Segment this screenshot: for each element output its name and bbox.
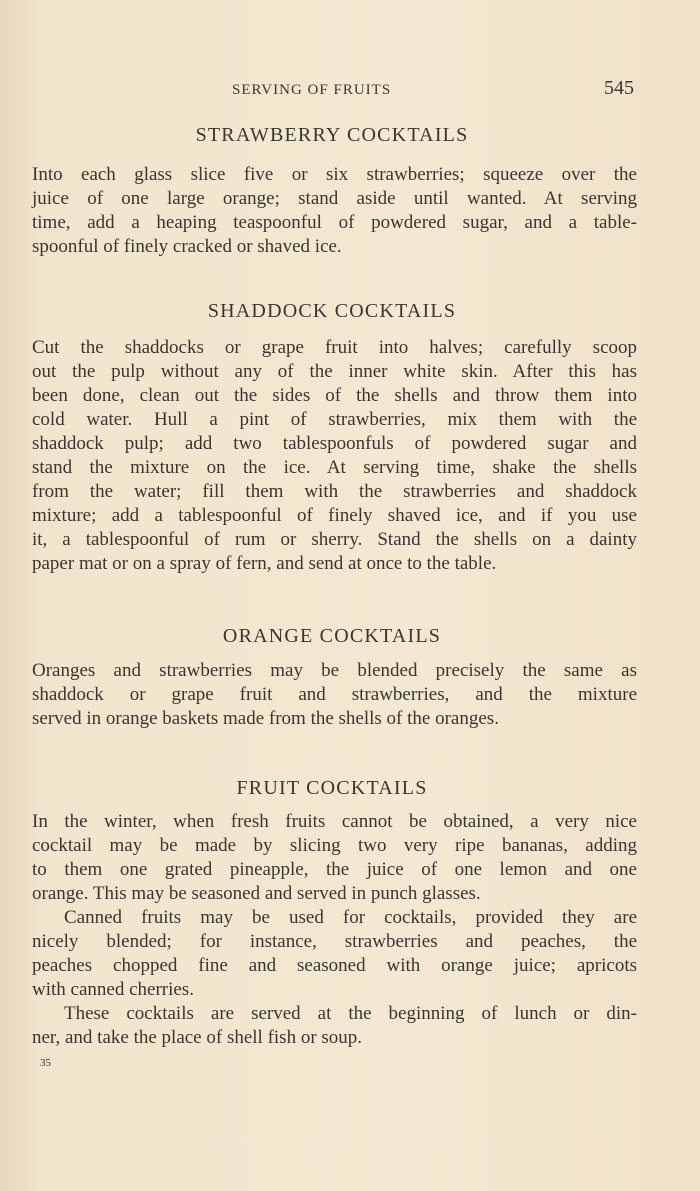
- section-body: [32, 659, 637, 731]
- text-line: served in orange baskets made from the shells of the oranges.: [32, 708, 499, 729]
- text-line: orange. This may be seasoned and served in punch glasses.: [32, 883, 481, 904]
- signature-mark: 35: [40, 1057, 51, 1069]
- text-line: peaches chopped fine and seasoned with orange juice; apricots: [32, 955, 637, 976]
- running-title: SERVING OF FRUITS: [232, 82, 392, 98]
- text-line: mixture; add a tablespoonful of finely shaved ice, and if you use: [32, 505, 637, 526]
- section-body: [32, 336, 637, 576]
- text-line: Cut the shaddocks or grape fruit into halves; carefully scoop: [32, 337, 637, 358]
- text-line: Canned fruits may be used for cocktails, provided they are: [64, 907, 637, 928]
- section-title: SHADDOCK COCKTAILS: [207, 300, 457, 322]
- text-line: out the pulp without any of the inner white skin. After this has: [32, 361, 637, 382]
- text-line: from the water; fill them with the strawberries and shaddock: [32, 481, 637, 502]
- text-line: In the winter, when fresh fruits cannot be obtained, a very nice: [32, 811, 637, 832]
- text-line: it, a tablespoonful of rum or sherry. Stand the shells on a dainty: [32, 529, 637, 550]
- text-line: shaddock pulp; add two tablespoonfuls of powdered sugar and: [32, 433, 637, 454]
- text-line: with canned cherries.: [32, 979, 194, 1000]
- page-number: 545: [604, 77, 634, 99]
- text-line: shaddock or grape fruit and strawberries, and the mixture: [32, 684, 637, 705]
- text-line: ner, and take the place of shell fish or soup.: [32, 1027, 363, 1048]
- text-line: been done, clean out the sides of the shells and throw them into: [32, 385, 637, 406]
- section-title: FRUIT COCKTAILS: [236, 777, 428, 799]
- text-line: cocktail may be made by slicing two very ripe bananas, adding: [32, 835, 637, 856]
- text-line: stand the mixture on the ice. At serving time, shake the shells: [32, 457, 637, 478]
- section-body: [32, 163, 637, 259]
- text-line: spoonful of finely cracked or shaved ice.: [32, 236, 342, 257]
- section-body: [32, 810, 637, 1050]
- text-line: Oranges and strawberries may be blended precisely the same as: [32, 660, 637, 681]
- text-line: paper mat or on a spray of fern, and send at once to the table.: [32, 553, 497, 574]
- text-line: Into each glass slice five or six strawberries; squeeze over the: [32, 164, 637, 185]
- text-line: time, add a heaping teaspoonful of powdered sugar, and a table-: [32, 212, 637, 233]
- text-line: cold water. Hull a pint of strawberries, mix them with the: [32, 409, 637, 430]
- section-title: ORANGE COCKTAILS: [222, 625, 442, 647]
- text-line: nicely blended; for instance, strawberries and peaches, the: [32, 931, 637, 952]
- text-line: juice of one large orange; stand aside until wanted. At serving: [32, 188, 637, 209]
- section-title: STRAWBERRY COCKTAILS: [195, 124, 469, 146]
- text-line: These cocktails are served at the beginning of lunch or din-: [64, 1003, 637, 1024]
- text-line: to them one grated pineapple, the juice of one lemon and one: [32, 859, 637, 880]
